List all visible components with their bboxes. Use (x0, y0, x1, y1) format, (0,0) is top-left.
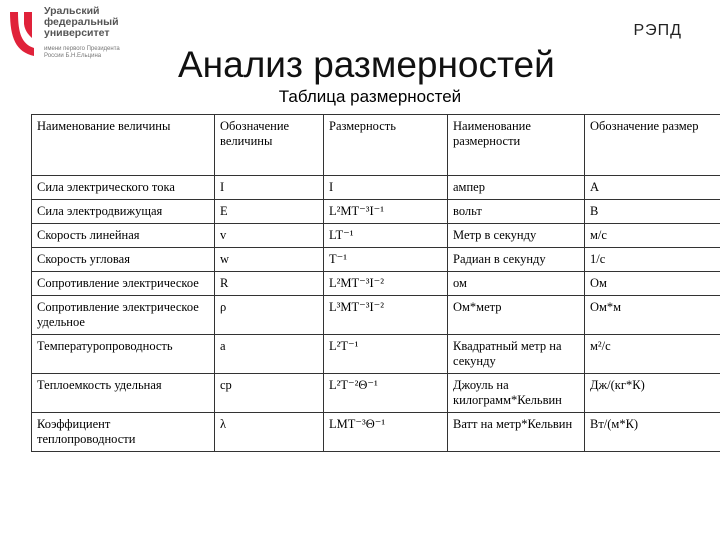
column-header: Обозначение размер (585, 115, 720, 176)
symbol-cell: w (215, 248, 324, 272)
unit-symbol-cell: 1/с (585, 248, 720, 272)
quantity-name-cell: Сила электрического тока (32, 176, 215, 200)
quantity-name-cell: Теплоемкость удельная (32, 374, 215, 413)
unit-symbol-cell: м²/с (585, 335, 720, 374)
university-name: Уральский федеральный университет (44, 5, 119, 39)
university-logo (6, 6, 136, 62)
quantity-name-cell: Скорость угловая (32, 248, 215, 272)
table-row (32, 176, 720, 200)
university-subtitle: имени первого Президента России Б.Н.Ельцина (44, 46, 120, 59)
dimension-cell: L²T⁻²Θ⁻¹ (324, 374, 448, 413)
dimension-cell: LMT⁻³Θ⁻¹ (324, 413, 448, 452)
unit-name-cell: вольт (448, 200, 585, 224)
quantity-name-cell: Температуропроводность (32, 335, 215, 374)
symbol-cell: E (215, 200, 324, 224)
unit-name-cell: Ватт на метр*Кельвин (448, 413, 585, 452)
dimension-cell: L²MT⁻³I⁻² (324, 272, 448, 296)
unit-symbol-cell: Вт/(м*К) (585, 413, 720, 452)
table-row (32, 374, 720, 413)
unit-symbol-cell: А (585, 176, 720, 200)
table-row (32, 296, 720, 335)
unit-symbol-cell: В (585, 200, 720, 224)
dimension-cell: L²MT⁻³I⁻¹ (324, 200, 448, 224)
symbol-cell: v (215, 224, 324, 248)
header-code: РЭПД (633, 22, 682, 39)
quantity-name-cell: Сопротивление электрическое удельное (32, 296, 215, 335)
table-row (32, 224, 720, 248)
unit-symbol-cell: Ом*м (585, 296, 720, 335)
table-row (32, 248, 720, 272)
table-caption: Таблица размерностей (278, 87, 462, 106)
table-row (32, 272, 720, 296)
column-header: Наименование размерности (448, 115, 585, 176)
table-row (32, 413, 720, 452)
quantity-name-cell: Коэффициент теплопроводности (32, 413, 215, 452)
page-title: Анализ размерностей (178, 44, 555, 85)
symbol-cell: I (215, 176, 324, 200)
unit-name-cell: ом (448, 272, 585, 296)
symbol-cell: R (215, 272, 324, 296)
unit-name-cell: Радиан в секунду (448, 248, 585, 272)
quantity-name-cell: Скорость линейная (32, 224, 215, 248)
unit-symbol-cell: Ом (585, 272, 720, 296)
unit-name-cell: Джоуль на килограмм*Кельвин (448, 374, 585, 413)
quantity-name-cell: Сила электродвижущая (32, 200, 215, 224)
unit-name-cell: Ом*метр (448, 296, 585, 335)
dimension-cell: L²T⁻¹ (324, 335, 448, 374)
dimension-cell: I (324, 176, 448, 200)
table-row (32, 335, 720, 374)
column-header: Обозначение величины (215, 115, 324, 176)
dimension-cell: T⁻¹ (324, 248, 448, 272)
unit-symbol-cell: Дж/(кг*К) (585, 374, 720, 413)
symbol-cell: cp (215, 374, 324, 413)
table-row (32, 200, 720, 224)
symbol-cell: λ (215, 413, 324, 452)
unit-name-cell: Метр в секунду (448, 224, 585, 248)
table-header-row (32, 115, 720, 176)
symbol-cell: a (215, 335, 324, 374)
dimension-cell: L³MT⁻³I⁻² (324, 296, 448, 335)
quantity-name-cell: Сопротивление электрическое (32, 272, 215, 296)
unit-name-cell: Квадратный метр на секунду (448, 335, 585, 374)
university-emblem-icon (6, 8, 38, 60)
column-header: Наименование величины (32, 115, 215, 176)
symbol-cell: ρ (215, 296, 324, 335)
unit-symbol-cell: м/с (585, 224, 720, 248)
dimension-cell: LT⁻¹ (324, 224, 448, 248)
column-header: Размерность (324, 115, 448, 176)
unit-name-cell: ампер (448, 176, 585, 200)
dimensions-table (31, 114, 720, 452)
